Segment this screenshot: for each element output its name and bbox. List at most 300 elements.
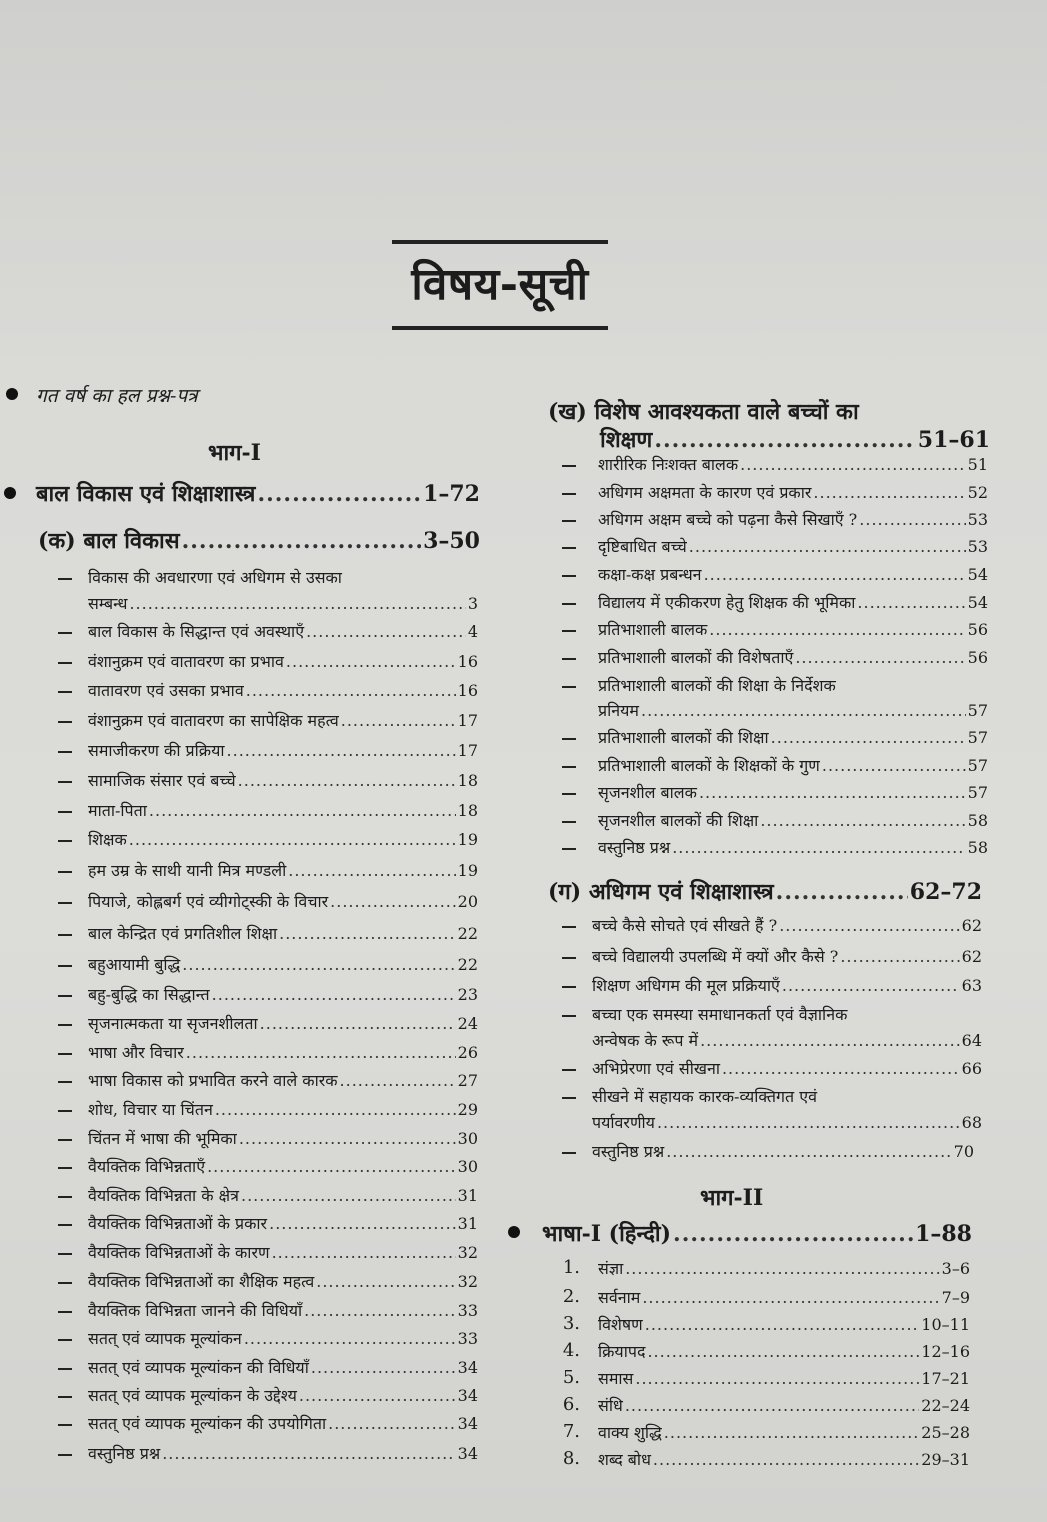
toc-item bbox=[88, 1155, 478, 1177]
leader-dots bbox=[813, 483, 965, 502]
toc-item-page: 24 bbox=[457, 1014, 478, 1033]
item-number: 7. bbox=[562, 1421, 580, 1442]
toc-item-page: 22 bbox=[457, 924, 478, 943]
leader-dots bbox=[760, 811, 965, 830]
toc-item-label: सृजनात्मकता या सृजनशीलता bbox=[88, 1014, 258, 1033]
toc-item bbox=[88, 983, 478, 1005]
leader-dots bbox=[238, 771, 456, 790]
section-page: 1–72 bbox=[423, 481, 480, 507]
section-bal-vikas bbox=[36, 478, 480, 508]
toc-item bbox=[88, 1212, 478, 1234]
leader-dots bbox=[740, 455, 966, 474]
leader-dots bbox=[857, 593, 965, 612]
toc-item-label: बाल केन्द्रित एवं प्रगतिशील शिक्षा bbox=[88, 924, 278, 943]
toc-item-label: प्रतिभाशाली बालक bbox=[598, 620, 708, 639]
toc-item-label: सृजनशील बालक bbox=[598, 783, 697, 802]
numbered-item bbox=[598, 1286, 970, 1308]
leader-dots bbox=[699, 783, 966, 802]
toc-item bbox=[88, 922, 478, 944]
toc-item bbox=[598, 618, 988, 640]
toc-item-page: 7–9 bbox=[941, 1288, 970, 1307]
toc-item-label: शारीरिक निःशक्त बालक bbox=[598, 455, 739, 474]
dash-icon bbox=[562, 766, 576, 768]
toc-item-page: 63 bbox=[961, 976, 982, 995]
toc-item-page: 51 bbox=[967, 455, 988, 474]
dash-icon bbox=[58, 1454, 72, 1456]
leader-dots bbox=[129, 830, 456, 849]
dash-icon bbox=[562, 821, 576, 823]
toc-item-page: 32 bbox=[457, 1243, 478, 1262]
toc-item bbox=[88, 769, 478, 791]
toc-item-label: पर्यावरणीय bbox=[592, 1113, 655, 1132]
leader-dots bbox=[642, 1288, 939, 1307]
dash-icon bbox=[562, 926, 576, 928]
dash-icon bbox=[58, 840, 72, 842]
item-number: 1. bbox=[562, 1257, 580, 1278]
dash-icon bbox=[58, 1311, 72, 1313]
dash-icon bbox=[562, 1152, 576, 1154]
toc-item-page: 31 bbox=[457, 1186, 478, 1205]
toc-item-page: 32 bbox=[457, 1272, 478, 1291]
subsection-page: 3–50 bbox=[423, 528, 480, 554]
toc-item-line1 bbox=[598, 674, 836, 696]
bullet-icon bbox=[508, 1226, 520, 1238]
toc-item-page: 52 bbox=[967, 483, 988, 502]
toc-item-page: 29–31 bbox=[921, 1450, 970, 1469]
toc-item-page: 16 bbox=[457, 681, 478, 700]
toc-item bbox=[598, 699, 988, 721]
section-bhasha bbox=[542, 1218, 972, 1248]
toc-item bbox=[88, 1270, 478, 1292]
item-number: 6. bbox=[562, 1394, 580, 1415]
toc-item bbox=[88, 679, 478, 701]
toc-item-label: वैयक्तिक विभिन्नताएँ bbox=[88, 1157, 206, 1176]
section-label: भाषा-I (हिन्दी) bbox=[542, 1221, 672, 1247]
dash-icon bbox=[58, 1253, 72, 1255]
toc-item-label: समाजीकरण की प्रक्रिया bbox=[88, 741, 225, 760]
toc-item-label: अभिप्रेरणा एवं सीखना bbox=[592, 1059, 720, 1078]
toc-item-page: 70 bbox=[953, 1142, 974, 1161]
part-2-label: भाग-II bbox=[700, 1185, 764, 1211]
toc-item-label: दृष्टिबाधित बच्चे bbox=[598, 537, 687, 556]
dash-icon bbox=[562, 686, 576, 688]
toc-item-label: वातावरण एवं उसका प्रभाव bbox=[88, 681, 244, 700]
toc-item-label: भाषा और विचार bbox=[88, 1043, 184, 1062]
toc-item-page: 62 bbox=[961, 916, 982, 935]
leader-dots bbox=[779, 916, 959, 935]
toc-item bbox=[598, 591, 988, 613]
toc-item bbox=[598, 453, 988, 475]
toc-item bbox=[88, 739, 478, 761]
dash-icon bbox=[562, 547, 576, 549]
leader-dots bbox=[689, 537, 966, 556]
leader-dots bbox=[641, 701, 966, 720]
leader-dots bbox=[241, 1186, 456, 1205]
leader-dots bbox=[709, 620, 965, 639]
subsection-page: 51–61 bbox=[917, 427, 990, 453]
leader-dots bbox=[653, 1450, 919, 1469]
toc-item bbox=[598, 836, 988, 858]
subsection-label: (ख) विशेष आवश्यकता वाले बच्चों का bbox=[548, 399, 859, 425]
toc-item-label: वैयक्तिक विभिन्नताओं का शैक्षिक महत्व bbox=[88, 1272, 315, 1291]
numbered-item bbox=[598, 1367, 970, 1389]
leader-dots bbox=[647, 1342, 919, 1361]
bullet-icon bbox=[4, 487, 16, 499]
toc-item bbox=[88, 828, 478, 850]
toc-item-page: 17 bbox=[457, 711, 478, 730]
toc-item-page: 25–28 bbox=[921, 1423, 970, 1442]
leader-dots bbox=[840, 947, 959, 966]
toc-item-label: प्रनियम bbox=[598, 701, 639, 720]
leader-dots bbox=[182, 955, 455, 974]
leader-dots bbox=[654, 427, 915, 453]
toc-item bbox=[88, 1384, 478, 1406]
toc-item-line1 bbox=[592, 1003, 847, 1025]
toc-item bbox=[598, 535, 988, 557]
toc-item-page: 12–16 bbox=[921, 1342, 970, 1361]
dash-icon bbox=[58, 578, 72, 580]
toc-item-label: सतत् एवं व्यापक मूल्यांकन की उपयोगिता bbox=[88, 1414, 327, 1433]
toc-item-page: 19 bbox=[457, 861, 478, 880]
item-number: 3. bbox=[562, 1313, 580, 1334]
toc-item-label: माता-पिता bbox=[88, 801, 147, 820]
toc-item bbox=[88, 1127, 478, 1149]
dash-icon bbox=[562, 738, 576, 740]
toc-item-page: 30 bbox=[457, 1157, 478, 1176]
toc-item bbox=[592, 1140, 974, 1162]
bullet-icon bbox=[6, 388, 18, 400]
dash-icon bbox=[58, 871, 72, 873]
toc-item-label: अन्वेषक के रूप में bbox=[592, 1031, 699, 1050]
toc-item-page: 56 bbox=[967, 620, 988, 639]
toc-item bbox=[88, 1041, 478, 1063]
toc-item-label: बहु-बुद्धि का सिद्धान्त bbox=[88, 985, 210, 1004]
toc-item-page: 30 bbox=[457, 1129, 478, 1148]
leader-dots bbox=[673, 1221, 913, 1247]
toc-item-page: 3 bbox=[467, 594, 478, 613]
toc-item-label: वैयक्तिक विभिन्नता जानने की विधियाँ bbox=[88, 1301, 303, 1320]
toc-item bbox=[598, 646, 988, 668]
toc-item-label: वाक्य शुद्धि bbox=[598, 1423, 662, 1442]
toc-item bbox=[88, 890, 478, 912]
toc-item-label: वस्तुनिष्ठ प्रश्न bbox=[88, 1444, 161, 1463]
toc-item-label: शोध, विचार या चिंतन bbox=[88, 1100, 213, 1119]
item-number: 5. bbox=[562, 1367, 580, 1388]
toc-item-page: 17–21 bbox=[921, 1369, 970, 1388]
toc-item-label: विद्यालय में एकीकरण हेतु शिक्षक की भूमिका bbox=[598, 593, 856, 612]
leader-dots bbox=[625, 1259, 939, 1278]
toc-item-page: 34 bbox=[457, 1414, 478, 1433]
toc-item-page: 29 bbox=[457, 1100, 478, 1119]
toc-item-label: बहुआयामी बुद्धि bbox=[88, 955, 181, 974]
toc-item-page: 68 bbox=[961, 1113, 982, 1132]
dash-icon bbox=[58, 1110, 72, 1112]
leader-dots bbox=[666, 1142, 951, 1161]
toc-item-page: 34 bbox=[457, 1386, 478, 1405]
toc-item-label: भाषा विकास को प्रभावित करने वाले कारक bbox=[88, 1071, 338, 1090]
leader-dots bbox=[340, 1071, 456, 1090]
leader-dots bbox=[257, 481, 421, 507]
toc-item bbox=[598, 809, 988, 831]
contents-title-box bbox=[392, 240, 608, 332]
toc-item-page: 3–6 bbox=[941, 1259, 970, 1278]
leader-dots bbox=[246, 681, 456, 700]
leader-dots bbox=[776, 879, 908, 905]
toc-item-label: प्रतिभाशाली बालकों की विशेषताएँ bbox=[598, 648, 794, 667]
toc-item-page: 19 bbox=[457, 830, 478, 849]
leader-dots bbox=[822, 756, 966, 775]
toc-item-label: संधि bbox=[598, 1396, 623, 1415]
dash-icon bbox=[562, 520, 576, 522]
toc-item bbox=[592, 974, 982, 996]
subsection-label: शिक्षण bbox=[600, 427, 653, 453]
toc-item-page: 62 bbox=[961, 947, 982, 966]
toc-item-label: संज्ञा bbox=[598, 1259, 624, 1278]
toc-item-label: सतत् एवं व्यापक मूल्यांकन bbox=[88, 1329, 242, 1348]
toc-item-page: 54 bbox=[967, 565, 988, 584]
toc-item-label: शब्द बोध bbox=[598, 1450, 651, 1469]
dash-icon bbox=[58, 1396, 72, 1398]
toc-item-label: बच्चे कैसे सोचते एवं सीखते हैं ? bbox=[592, 916, 778, 935]
toc-item-label: अधिगम अक्षम बच्चे को पढ़ना कैसे सिखाएँ ? bbox=[598, 510, 858, 529]
part-1-label: भाग-I bbox=[208, 440, 261, 466]
subsection-label: (ग) अधिगम एवं शिक्षाशास्त्र bbox=[548, 879, 774, 905]
toc-item-label: सामाजिक संसार एवं बच्चे bbox=[88, 771, 236, 790]
leader-dots bbox=[672, 838, 965, 857]
leader-dots bbox=[299, 1386, 456, 1405]
dash-icon bbox=[58, 751, 72, 753]
toc-item-label: वैयक्तिक विभिन्नताओं के प्रकार bbox=[88, 1214, 268, 1233]
toc-item-line1 bbox=[88, 566, 342, 588]
toc-item-label: वैयक्तिक विभिन्नता के क्षेत्र bbox=[88, 1186, 239, 1205]
leader-dots bbox=[269, 1214, 456, 1233]
toc-item-page: 4 bbox=[467, 622, 478, 641]
toc-item-label: हम उम्र के साथी यानी मित्र मण्डली bbox=[88, 861, 287, 880]
prev-year-paper bbox=[36, 382, 198, 408]
toc-item-page: 22 bbox=[457, 955, 478, 974]
leader-dots bbox=[182, 528, 421, 554]
toc-item-label: सीखने में सहायक कारक-व्यक्तिगत एवं bbox=[592, 1087, 817, 1106]
dash-icon bbox=[562, 848, 576, 850]
section-page: 1–88 bbox=[915, 1221, 972, 1247]
toc-item bbox=[592, 1111, 982, 1133]
subsection-kha-line1 bbox=[548, 396, 859, 426]
toc-item bbox=[592, 1029, 982, 1051]
leader-dots bbox=[664, 1423, 920, 1442]
numbered-item bbox=[598, 1394, 970, 1416]
leader-dots bbox=[207, 1157, 456, 1176]
toc-item-label: सर्वनाम bbox=[598, 1288, 641, 1307]
toc-item-page: 27 bbox=[457, 1071, 478, 1090]
dash-icon bbox=[58, 811, 72, 813]
item-number: 2. bbox=[562, 1286, 580, 1307]
toc-item bbox=[88, 1442, 478, 1464]
toc-item-label: शिक्षण अधिगम की मूल प्रक्रियाएँ bbox=[592, 976, 780, 995]
leader-dots bbox=[704, 565, 966, 584]
dash-icon bbox=[562, 493, 576, 495]
leader-dots bbox=[186, 1043, 456, 1062]
toc-item-page: 57 bbox=[967, 728, 988, 747]
toc-item-label: सतत् एवं व्यापक मूल्यांकन के उद्देश्य bbox=[88, 1386, 297, 1405]
toc-item bbox=[88, 1241, 478, 1263]
leader-dots bbox=[311, 1358, 456, 1377]
toc-item-label: शिक्षक bbox=[88, 830, 127, 849]
subsection-kha bbox=[600, 424, 990, 454]
leader-dots bbox=[212, 985, 456, 1004]
toc-item-label: अधिगम अक्षमता के कारण एवं प्रकार bbox=[598, 483, 812, 502]
toc-item bbox=[88, 709, 478, 731]
leader-dots bbox=[215, 1100, 456, 1119]
leader-dots bbox=[316, 1272, 455, 1291]
item-number: 4. bbox=[562, 1340, 580, 1361]
numbered-item bbox=[598, 1257, 970, 1279]
dash-icon bbox=[562, 986, 576, 988]
toc-item-label: पियाजे, कोह्लबर्ग एवं व्यीगोट्स्की के विचार bbox=[88, 892, 329, 911]
toc-item bbox=[598, 781, 988, 803]
toc-item-page: 20 bbox=[457, 892, 478, 911]
toc-item-line1 bbox=[592, 1085, 817, 1107]
toc-item-page: 57 bbox=[967, 756, 988, 775]
dash-icon bbox=[562, 1069, 576, 1071]
dash-icon bbox=[562, 630, 576, 632]
dash-icon bbox=[58, 1368, 72, 1370]
toc-item-page: 34 bbox=[457, 1444, 478, 1463]
subsection-ga bbox=[548, 876, 982, 906]
dash-icon bbox=[562, 575, 576, 577]
toc-item-label: प्रतिभाशाली बालकों के शिक्षकों के गुण bbox=[598, 756, 820, 775]
leader-dots bbox=[239, 1129, 456, 1148]
dash-icon bbox=[58, 1196, 72, 1198]
toc-item bbox=[88, 620, 478, 642]
toc-item bbox=[592, 945, 982, 967]
toc-item-page: 66 bbox=[961, 1059, 982, 1078]
title-bottom-rule bbox=[392, 326, 608, 330]
leader-dots bbox=[149, 801, 456, 820]
toc-item-page: 18 bbox=[457, 771, 478, 790]
toc-item-label: सतत् एवं व्यापक मूल्यांकन की विधियाँ bbox=[88, 1358, 309, 1377]
leader-dots bbox=[288, 861, 455, 880]
toc-item bbox=[598, 508, 988, 530]
dash-icon bbox=[58, 995, 72, 997]
numbered-item bbox=[598, 1421, 970, 1443]
toc-item bbox=[88, 1069, 478, 1091]
toc-item-page: 17 bbox=[457, 741, 478, 760]
toc-item-label: विशेषण bbox=[598, 1315, 643, 1334]
toc-item bbox=[598, 563, 988, 585]
toc-item-label: समास bbox=[598, 1369, 634, 1388]
dash-icon bbox=[58, 721, 72, 723]
leader-dots bbox=[304, 1301, 456, 1320]
toc-item-label: क्रियापद bbox=[598, 1342, 646, 1361]
toc-item-label: चिंतन में भाषा की भूमिका bbox=[88, 1129, 237, 1148]
leader-dots bbox=[771, 728, 966, 747]
toc-item-label: वंशानुक्रम एवं वातावरण का प्रभाव bbox=[88, 652, 284, 671]
toc-item-label: विकास की अवधारणा एवं अधिगम से उसका bbox=[88, 568, 342, 587]
leader-dots bbox=[328, 1414, 456, 1433]
toc-item-page: 57 bbox=[967, 701, 988, 720]
numbered-item bbox=[598, 1340, 970, 1362]
section-label: बाल विकास एवं शिक्षाशास्त्र bbox=[36, 481, 256, 507]
dash-icon bbox=[58, 902, 72, 904]
dash-icon bbox=[58, 1339, 72, 1341]
dash-icon bbox=[58, 1139, 72, 1141]
toc-item bbox=[88, 799, 478, 821]
toc-item bbox=[88, 1299, 478, 1321]
toc-item-page: 22–24 bbox=[921, 1396, 970, 1415]
toc-item bbox=[88, 1098, 478, 1120]
leader-dots bbox=[645, 1315, 920, 1334]
page-title: विषय-सूची bbox=[411, 259, 589, 310]
toc-item-label: वंशानुक्रम एवं वातावरण का सापेक्षिक महत्व bbox=[88, 711, 339, 730]
toc-item bbox=[598, 754, 988, 776]
dash-icon bbox=[58, 1167, 72, 1169]
toc-item-label: वस्तुनिष्ठ प्रश्न bbox=[598, 838, 671, 857]
dash-icon bbox=[58, 1053, 72, 1055]
dash-icon bbox=[58, 1282, 72, 1284]
leader-dots bbox=[795, 648, 965, 667]
leader-dots bbox=[286, 652, 456, 671]
dash-icon bbox=[58, 1081, 72, 1083]
toc-item bbox=[592, 914, 982, 936]
toc-item bbox=[88, 1327, 478, 1349]
toc-item-page: 53 bbox=[967, 537, 988, 556]
leader-dots bbox=[330, 892, 455, 911]
toc-item-page: 31 bbox=[457, 1214, 478, 1233]
item-number: 8. bbox=[562, 1448, 580, 1469]
toc-item-label: बाल विकास के सिद्धान्त एवं अवस्थाएँ bbox=[88, 622, 305, 641]
toc-item-page: 54 bbox=[967, 593, 988, 612]
toc-item-label: वस्तुनिष्ठ प्रश्न bbox=[592, 1142, 665, 1161]
dash-icon bbox=[58, 781, 72, 783]
toc-item-page: 57 bbox=[967, 783, 988, 802]
toc-item-page: 23 bbox=[457, 985, 478, 1004]
title-top-rule bbox=[392, 240, 608, 244]
subsection-ka bbox=[38, 525, 480, 555]
toc-item-page: 16 bbox=[457, 652, 478, 671]
dash-icon bbox=[562, 1015, 576, 1017]
toc-item bbox=[88, 1356, 478, 1378]
dash-icon bbox=[58, 1024, 72, 1026]
prev-year-label: गत वर्ष का हल प्रश्न-पत्र bbox=[36, 385, 198, 407]
toc-item-page: 33 bbox=[457, 1301, 478, 1320]
numbered-item bbox=[598, 1448, 970, 1470]
toc-item bbox=[88, 953, 478, 975]
toc-item-label: सम्बन्ध bbox=[88, 594, 128, 613]
toc-item bbox=[598, 726, 988, 748]
toc-item-page: 56 bbox=[967, 648, 988, 667]
toc-item bbox=[88, 1012, 478, 1034]
subsection-label: (क) बाल विकास bbox=[38, 528, 180, 554]
toc-item-page: 10–11 bbox=[921, 1315, 970, 1334]
toc-item-page: 58 bbox=[967, 838, 988, 857]
toc-item-page: 18 bbox=[457, 801, 478, 820]
toc-item-label: वैयक्तिक विभिन्नताओं के कारण bbox=[88, 1243, 270, 1262]
dash-icon bbox=[58, 934, 72, 936]
leader-dots bbox=[306, 622, 466, 641]
leader-dots bbox=[722, 1059, 960, 1078]
toc-item-page: 64 bbox=[961, 1031, 982, 1050]
toc-item-label: बच्चे विद्यालयी उपलब्धि में क्यों और कैसे ? bbox=[592, 947, 839, 966]
dash-icon bbox=[562, 793, 576, 795]
leader-dots bbox=[279, 924, 456, 943]
numbered-item bbox=[598, 1313, 970, 1335]
leader-dots bbox=[227, 741, 456, 760]
dash-icon bbox=[58, 1424, 72, 1426]
leader-dots bbox=[700, 1031, 960, 1050]
leader-dots bbox=[162, 1444, 455, 1463]
dash-icon bbox=[562, 658, 576, 660]
leader-dots bbox=[272, 1243, 456, 1262]
